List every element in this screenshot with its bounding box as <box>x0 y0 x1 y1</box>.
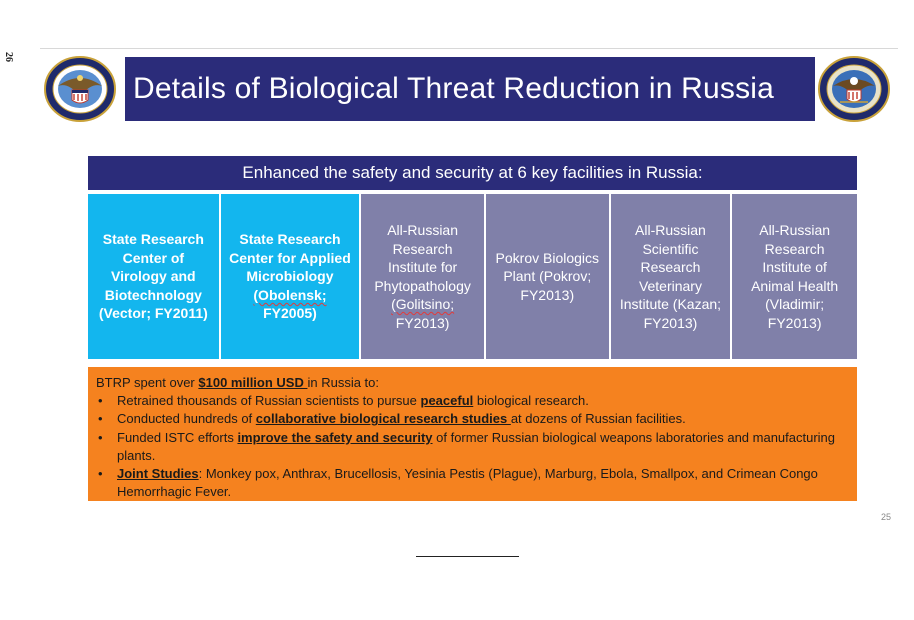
facility-line: Research <box>764 240 825 257</box>
facility-line: Biotechnology <box>104 286 202 303</box>
facility-line: FY2005) <box>263 305 317 322</box>
facility-line: Phytopathology <box>374 277 471 294</box>
facility-line: Research <box>640 259 701 275</box>
facility-vector <box>88 194 219 359</box>
facility-line: FY2013) <box>395 314 450 331</box>
facility-line: Institute of <box>762 259 827 275</box>
summary-bullet: • Joint Studies: Monkey pox, Anthrax, Brucellosis, Yesinia Pestis (Plague), Marburg, Ebola, Smallpox, and Crimean Congo Hemorrhagic Fever. <box>96 465 849 501</box>
summary-bullet: • Retrained thousands of Russian scientists to pursue peaceful biological research. <box>96 392 849 410</box>
facilities-row <box>88 194 857 359</box>
facility-line: Veterinary <box>638 277 702 294</box>
slide-number: 25 <box>881 512 892 522</box>
intro-text: BTRP spent over <box>96 375 199 390</box>
facility-obolensk <box>221 194 360 359</box>
facility-line: (Vladimir; <box>765 296 825 312</box>
intro-text-end: in Russia to: <box>307 375 380 390</box>
facility-line: FY2013) <box>520 286 575 303</box>
facility-line: Institute for <box>387 259 458 275</box>
facility-line: All-Russian <box>635 222 706 238</box>
slide-title: Details of Biological Threat Reduction in Russia <box>133 72 775 105</box>
facilities-header: Enhanced the safety and security at 6 key facilities in Russia: <box>88 156 857 190</box>
facility-line: All-Russian <box>759 222 831 238</box>
facility-line: Pokrov Biologics <box>495 249 600 266</box>
facility-line: (Golitsino; <box>391 296 455 312</box>
btrp-summary-panel <box>88 367 857 501</box>
summary-bullet: • Conducted hundreds of collaborative biological research studies at dozens of Russian facilities. <box>96 410 849 428</box>
facility-line: Microbiology <box>246 268 334 285</box>
facility-line: Center for Applied <box>229 249 351 266</box>
facility-kazan <box>611 194 731 359</box>
facility-line: Animal Health <box>751 277 839 294</box>
facility-line: Institute (Kazan; <box>619 296 722 312</box>
summary-bullet: • Funded ISTC efforts improve the safety and security of former Russian biological weapons laboratories and manufacturing plants. <box>96 429 849 465</box>
facility-line: All-Russian <box>387 222 459 238</box>
facility-line: State Research <box>102 231 204 248</box>
dtra-seal-icon <box>818 56 890 122</box>
facility-line: (Vector; FY2011) <box>98 305 208 322</box>
facility-pokrov <box>486 194 609 359</box>
top-divider <box>40 48 898 49</box>
summary-intro <box>96 374 849 392</box>
facility-line: State Research <box>239 231 341 248</box>
title-banner <box>125 57 815 121</box>
facility-line: (Obolensk; <box>253 286 327 303</box>
summary-bullets <box>96 392 849 501</box>
intro-amount: $100 million USD <box>198 375 308 390</box>
facility-line: Virology and <box>111 268 196 285</box>
facility-line: FY2013) <box>643 314 698 331</box>
dod-seal-icon <box>44 56 116 122</box>
facility-line: Research <box>392 240 453 257</box>
facility-golitsino <box>361 194 484 359</box>
facility-line: Scientific <box>642 240 699 257</box>
footnote-divider <box>416 556 519 557</box>
facility-vladimir <box>732 194 857 359</box>
page-number: 26 <box>3 52 14 62</box>
facility-line: Center of <box>122 249 185 266</box>
facility-line: Plant (Pokrov; <box>503 268 592 285</box>
facility-line: FY2013) <box>767 314 822 331</box>
